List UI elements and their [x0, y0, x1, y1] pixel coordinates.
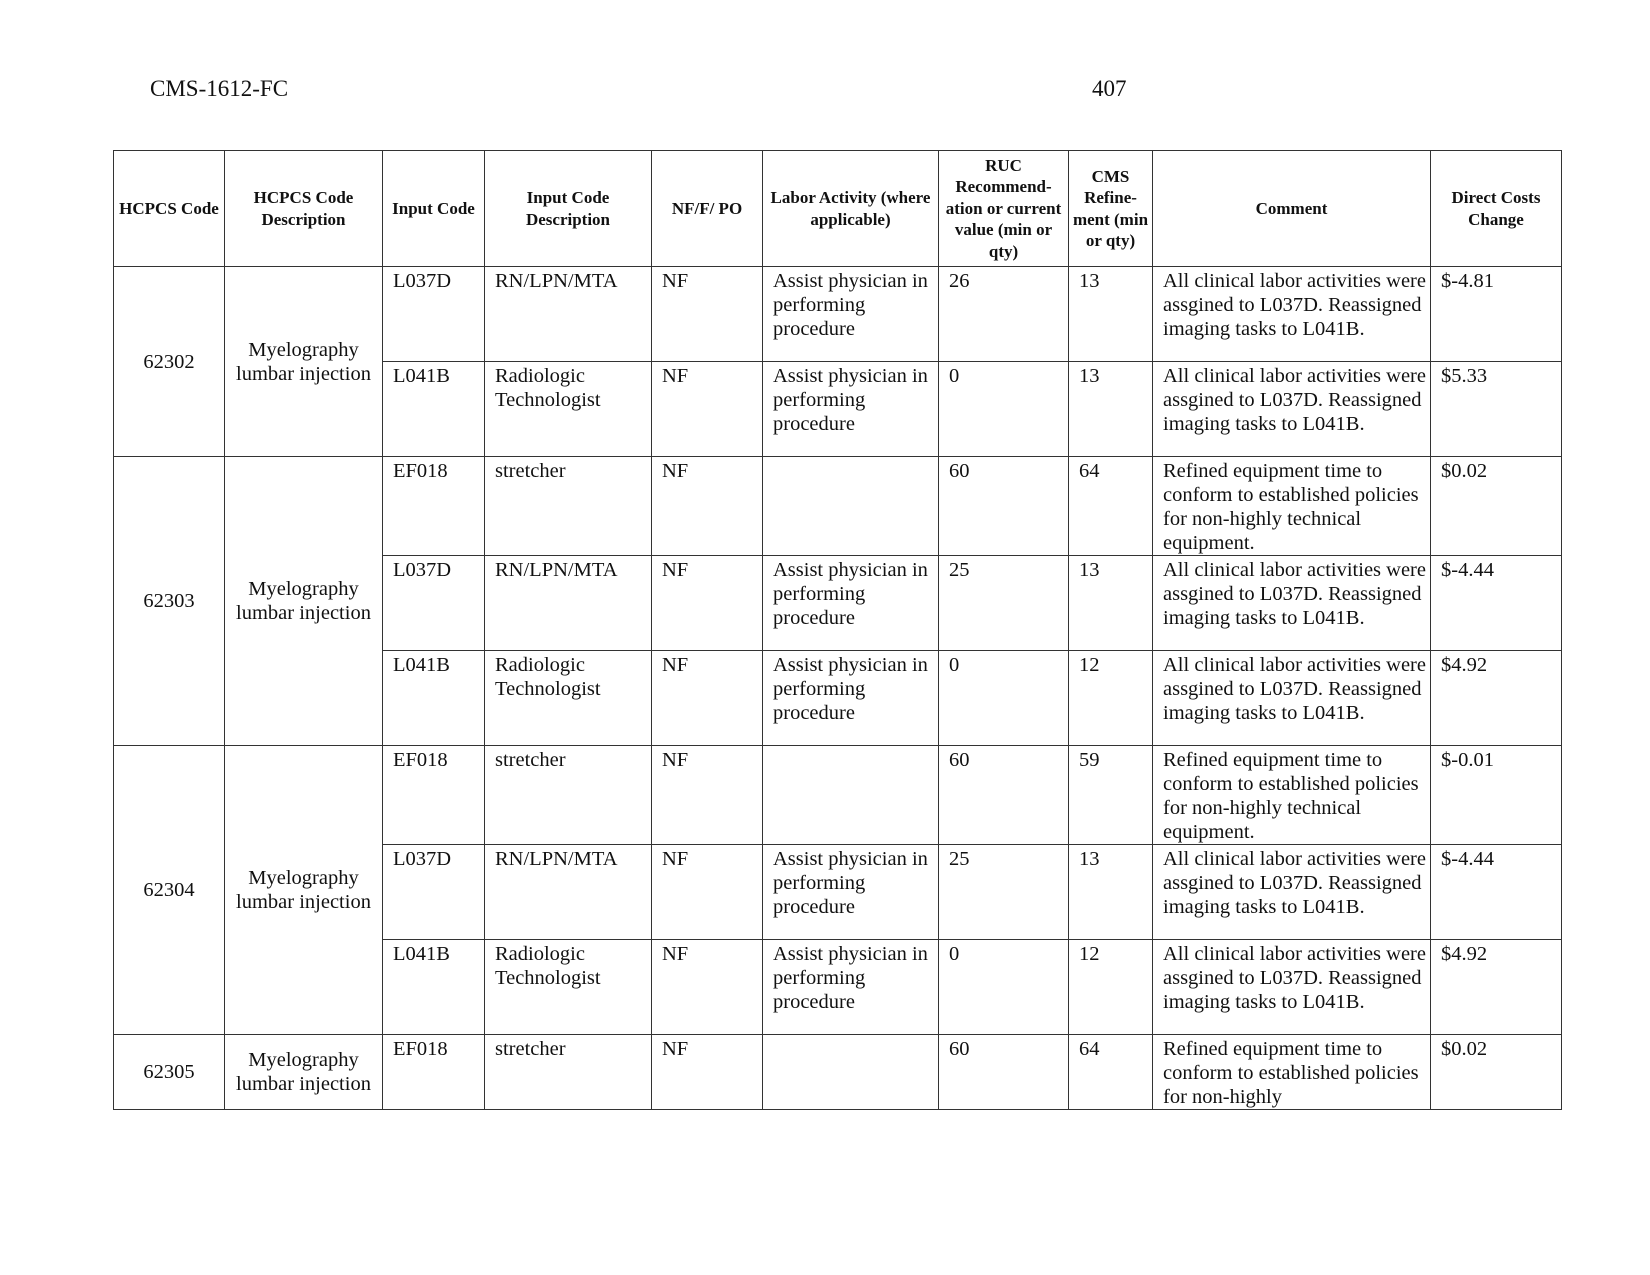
document-id: CMS-1612-FC [150, 76, 289, 101]
ruc-value-cell: 60 [939, 457, 1069, 556]
direct-costs-change-cell: $-0.01 [1431, 746, 1562, 845]
labor-activity-cell: Assist physician in performing procedure [763, 556, 939, 651]
nf-f-po-cell: NF [652, 940, 763, 1035]
input-code-cell: EF018 [383, 457, 485, 556]
ruc-value-cell: 60 [939, 746, 1069, 845]
table-row [114, 1035, 1562, 1110]
comment-cell: Refined equipment time to conform to established policies for non-highly technical equipment. [1153, 457, 1431, 556]
cms-refinement-cell: 64 [1069, 457, 1153, 556]
nf-f-po-cell: NF [652, 746, 763, 845]
table-header-row [114, 151, 1562, 267]
direct-costs-change-cell: $4.92 [1431, 940, 1562, 1035]
labor-activity-cell: Assist physician in performing procedure [763, 362, 939, 457]
table-row [114, 267, 1562, 362]
nf-f-po-cell: NF [652, 267, 763, 362]
comment-cell: All clinical labor activities were assgined to L037D. Reassigned imaging tasks to L041B. [1153, 651, 1431, 746]
hcpcs-description-cell: Myelography lumbar injection [225, 1035, 383, 1110]
hcpcs-code-cell: 62302 [114, 267, 225, 457]
comment-cell: Refined equipment time to conform to established policies for non-highly [1153, 1035, 1431, 1110]
input-code-cell: L037D [383, 267, 485, 362]
nf-f-po-cell: NF [652, 457, 763, 556]
input-description-cell: RN/LPN/MTA [485, 556, 652, 651]
comment-cell: All clinical labor activities were assgined to L037D. Reassigned imaging tasks to L041B. [1153, 845, 1431, 940]
hcpcs-description-cell: Myelography lumbar injection [225, 746, 383, 1035]
input-description-cell: Radiologic Technologist [485, 362, 652, 457]
cms-refinement-cell: 64 [1069, 1035, 1153, 1110]
col-header-comment: Comment [1153, 151, 1431, 267]
labor-activity-cell [763, 457, 939, 556]
input-description-cell: RN/LPN/MTA [485, 267, 652, 362]
cms-refinement-cell: 12 [1069, 651, 1153, 746]
ruc-value-cell: 26 [939, 267, 1069, 362]
ruc-value-cell: 0 [939, 940, 1069, 1035]
hcpcs-description-cell: Myelography lumbar injection [225, 457, 383, 746]
col-header-input-code: Input Code [383, 151, 485, 267]
ruc-value-cell: 0 [939, 651, 1069, 746]
ruc-value-cell: 60 [939, 1035, 1069, 1110]
col-header-labor-activity: Labor Activity (where applicable) [763, 151, 939, 267]
input-description-cell: stretcher [485, 457, 652, 556]
input-code-cell: L037D [383, 845, 485, 940]
col-header-hcpcs-description: HCPCS Code Description [225, 151, 383, 267]
input-code-cell: L037D [383, 556, 485, 651]
input-description-cell: Radiologic Technologist [485, 651, 652, 746]
table-row [114, 457, 1562, 556]
col-header-hcpcs-code: HCPCS Code [114, 151, 225, 267]
cms-refinement-cell: 13 [1069, 267, 1153, 362]
comment-cell: All clinical labor activities were assgined to L037D. Reassigned imaging tasks to L041B. [1153, 556, 1431, 651]
input-code-cell: L041B [383, 362, 485, 457]
cms-refinement-cell: 59 [1069, 746, 1153, 845]
input-code-cell: L041B [383, 940, 485, 1035]
nf-f-po-cell: NF [652, 362, 763, 457]
page-number: 407 [1092, 76, 1127, 101]
labor-activity-cell: Assist physician in performing procedure [763, 651, 939, 746]
col-header-ruc-recommendation: RUC Recommend-ation or current value (min or qty) [939, 151, 1069, 267]
direct-costs-change-cell: $-4.44 [1431, 845, 1562, 940]
cms-refinement-cell: 12 [1069, 940, 1153, 1035]
cms-refinement-cell: 13 [1069, 556, 1153, 651]
direct-costs-change-cell: $5.33 [1431, 362, 1562, 457]
hcpcs-code-cell: 62305 [114, 1035, 225, 1110]
ruc-value-cell: 0 [939, 362, 1069, 457]
labor-activity-cell: Assist physician in performing procedure [763, 940, 939, 1035]
col-header-nf-f-po: NF/F/ PO [652, 151, 763, 267]
input-code-cell: EF018 [383, 1035, 485, 1110]
input-code-cell: EF018 [383, 746, 485, 845]
col-header-direct-costs-change: Direct Costs Change [1431, 151, 1562, 267]
hcpcs-code-cell: 62304 [114, 746, 225, 1035]
input-code-cell: L041B [383, 651, 485, 746]
direct-costs-change-cell: $-4.81 [1431, 267, 1562, 362]
comment-cell: All clinical labor activities were assgined to L037D. Reassigned imaging tasks to L041B. [1153, 267, 1431, 362]
comment-cell: Refined equipment time to conform to established policies for non-highly technical equipment. [1153, 746, 1431, 845]
ruc-value-cell: 25 [939, 845, 1069, 940]
input-description-cell: stretcher [485, 1035, 652, 1110]
col-header-input-description: Input Code Description [485, 151, 652, 267]
input-description-cell: Radiologic Technologist [485, 940, 652, 1035]
hcpcs-refinement-table [113, 150, 1562, 1110]
input-description-cell: stretcher [485, 746, 652, 845]
direct-costs-change-cell: $4.92 [1431, 651, 1562, 746]
hcpcs-code-cell: 62303 [114, 457, 225, 746]
hcpcs-description-cell: Myelography lumbar injection [225, 267, 383, 457]
nf-f-po-cell: NF [652, 556, 763, 651]
nf-f-po-cell: NF [652, 651, 763, 746]
labor-activity-cell [763, 1035, 939, 1110]
nf-f-po-cell: NF [652, 845, 763, 940]
comment-cell: All clinical labor activities were assgined to L037D. Reassigned imaging tasks to L041B. [1153, 362, 1431, 457]
nf-f-po-cell: NF [652, 1035, 763, 1110]
input-description-cell: RN/LPN/MTA [485, 845, 652, 940]
labor-activity-cell: Assist physician in performing procedure [763, 267, 939, 362]
direct-costs-change-cell: $0.02 [1431, 1035, 1562, 1110]
cms-refinement-cell: 13 [1069, 845, 1153, 940]
ruc-value-cell: 25 [939, 556, 1069, 651]
col-header-cms-refinement: CMS Refine-ment (min or qty) [1069, 151, 1153, 267]
table-row [114, 746, 1562, 845]
direct-costs-change-cell: $0.02 [1431, 457, 1562, 556]
comment-cell: All clinical labor activities were assgined to L037D. Reassigned imaging tasks to L041B. [1153, 940, 1431, 1035]
cms-refinement-cell: 13 [1069, 362, 1153, 457]
labor-activity-cell [763, 746, 939, 845]
labor-activity-cell: Assist physician in performing procedure [763, 845, 939, 940]
direct-costs-change-cell: $-4.44 [1431, 556, 1562, 651]
